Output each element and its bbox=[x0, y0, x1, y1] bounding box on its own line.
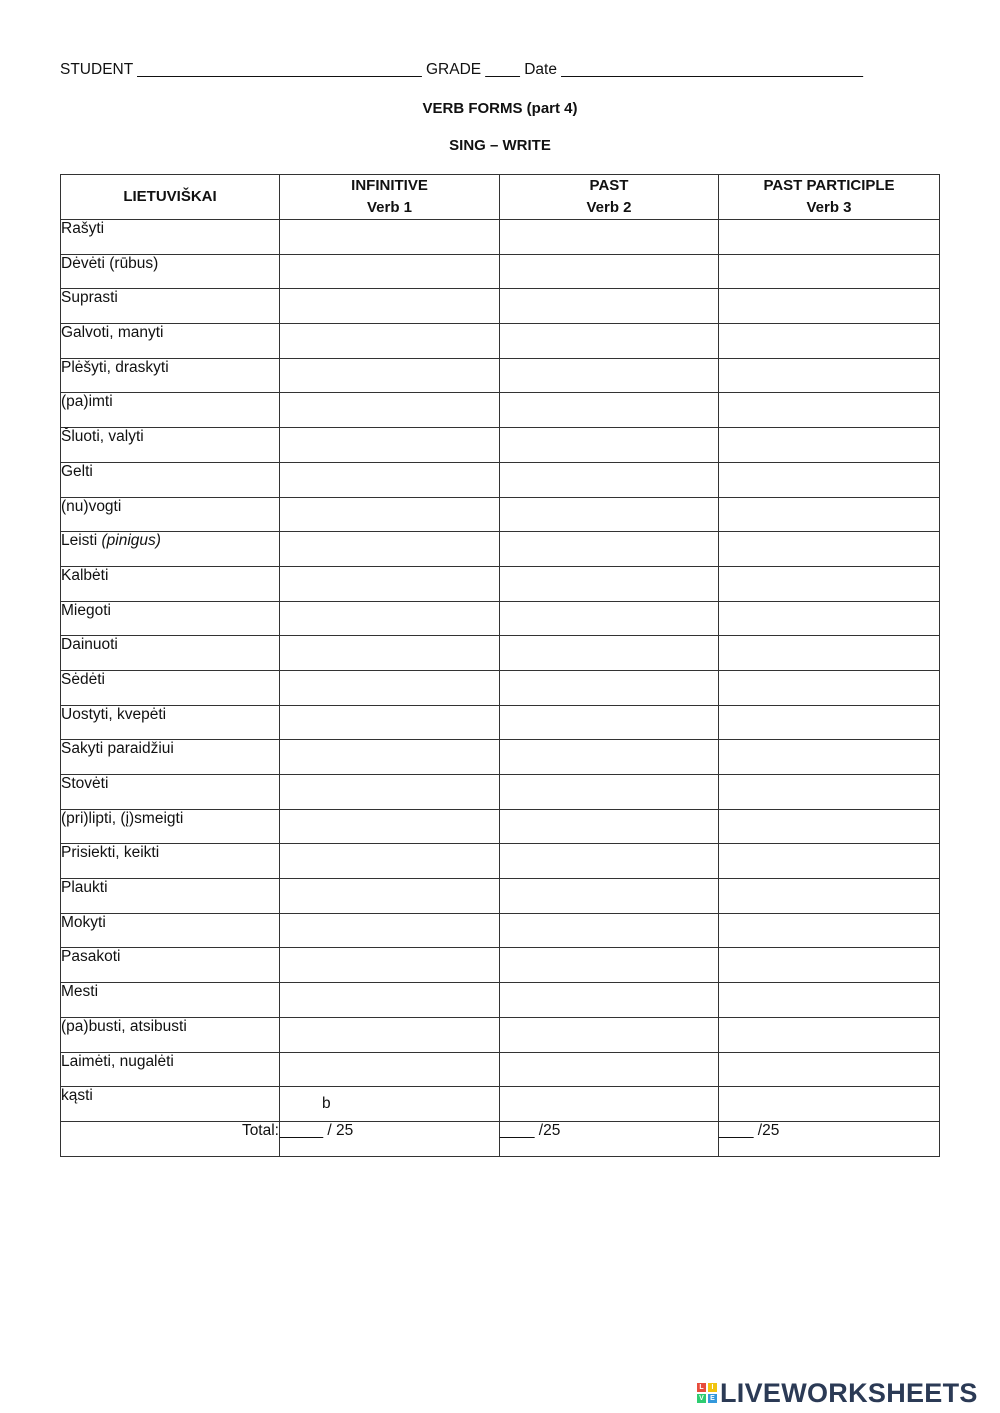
answer-input-verb3[interactable] bbox=[719, 289, 939, 323]
lithuanian-verb: Mokyti bbox=[61, 913, 106, 931]
answer-cell-verb3 bbox=[719, 497, 940, 532]
lithuanian-verb-cell bbox=[61, 393, 280, 428]
answer-cell-verb3 bbox=[719, 1087, 940, 1122]
lithuanian-verb-cell bbox=[61, 1052, 280, 1087]
answer-cell-verb1 bbox=[280, 948, 500, 983]
lithuanian-verb: Kalbėti bbox=[61, 566, 109, 584]
lithuanian-verb-cell bbox=[61, 254, 280, 289]
answer-input-verb3[interactable] bbox=[719, 983, 939, 1017]
lithuanian-verb-cell bbox=[61, 566, 280, 601]
answer-cell-verb2 bbox=[500, 254, 719, 289]
lithuanian-verb-cell bbox=[61, 532, 280, 567]
answer-cell-verb3 bbox=[719, 428, 940, 463]
answer-cell-verb2 bbox=[500, 393, 719, 428]
lithuanian-verb-cell bbox=[61, 324, 280, 359]
answer-cell-verb3 bbox=[719, 879, 940, 914]
answer-cell-verb2 bbox=[500, 844, 719, 879]
table-row bbox=[61, 601, 940, 636]
answer-input-verb3[interactable] bbox=[719, 810, 939, 844]
answer-cell-verb2 bbox=[500, 601, 719, 636]
liveworksheets-logo bbox=[697, 1379, 978, 1407]
answer-cell-verb3 bbox=[719, 566, 940, 601]
answer-cell-verb2 bbox=[500, 1017, 719, 1052]
lithuanian-verb: Pasakoti bbox=[61, 948, 121, 966]
answer-input-verb1[interactable] bbox=[280, 602, 499, 636]
verb-forms-table bbox=[60, 174, 940, 1157]
answer-cell-verb1 bbox=[280, 740, 500, 775]
answer-cell-verb3 bbox=[719, 844, 940, 879]
total-verb1: _____ / 25 bbox=[280, 1121, 500, 1156]
answer-cell-verb3 bbox=[719, 775, 940, 810]
answer-cell-verb2 bbox=[500, 497, 719, 532]
answer-input-verb2[interactable] bbox=[500, 1018, 718, 1052]
total-verb3: ____ /25 bbox=[719, 1121, 940, 1156]
answer-input-verb3[interactable] bbox=[719, 636, 939, 670]
answer-input-verb3[interactable] bbox=[719, 220, 939, 254]
answer-input-verb2[interactable] bbox=[500, 359, 718, 393]
answer-cell-verb1 bbox=[280, 254, 500, 289]
answer-cell-verb3 bbox=[719, 740, 940, 775]
answer-cell-verb1 bbox=[280, 289, 500, 324]
answer-input-verb1[interactable] bbox=[280, 220, 499, 254]
table-row bbox=[61, 809, 940, 844]
answer-cell-verb1 bbox=[280, 775, 500, 810]
answer-input-verb1[interactable] bbox=[280, 775, 499, 809]
lithuanian-verb-cell bbox=[61, 636, 280, 671]
answer-cell-verb1 bbox=[280, 601, 500, 636]
answer-input-verb2[interactable] bbox=[500, 844, 718, 878]
lithuanian-verb-cell bbox=[61, 601, 280, 636]
table-row bbox=[61, 983, 940, 1018]
answer-input-verb1[interactable] bbox=[280, 393, 499, 427]
answer-cell-verb3 bbox=[719, 254, 940, 289]
answer-cell-verb3 bbox=[719, 532, 940, 567]
answer-cell-verb2 bbox=[500, 913, 719, 948]
answer-input-verb2[interactable] bbox=[500, 324, 718, 358]
answer-cell-verb3 bbox=[719, 1017, 940, 1052]
table-row bbox=[61, 220, 940, 255]
table-row bbox=[61, 844, 940, 879]
answer-cell-verb1 bbox=[280, 393, 500, 428]
lithuanian-verb: (nu)vogti bbox=[61, 497, 122, 515]
answer-cell-verb3 bbox=[719, 462, 940, 497]
answer-cell-verb3 bbox=[719, 670, 940, 705]
answer-input-verb3[interactable] bbox=[719, 602, 939, 636]
answer-cell-verb1 bbox=[280, 462, 500, 497]
table-row bbox=[61, 254, 940, 289]
answer-cell-verb2 bbox=[500, 462, 719, 497]
answer-cell-verb3 bbox=[719, 705, 940, 740]
answer-input-verb3[interactable] bbox=[719, 1087, 939, 1121]
table-row bbox=[61, 358, 940, 393]
table-row bbox=[61, 636, 940, 671]
answer-cell-verb3 bbox=[719, 601, 940, 636]
table-row bbox=[61, 670, 940, 705]
answer-input-verb2[interactable] bbox=[500, 740, 718, 774]
answer-input-verb1[interactable] bbox=[280, 810, 499, 844]
total-verb2: ____ /25 bbox=[500, 1121, 719, 1156]
table-row bbox=[61, 462, 940, 497]
answer-input-verb3[interactable] bbox=[719, 879, 939, 913]
answer-cell-verb2 bbox=[500, 358, 719, 393]
answer-cell-verb1 bbox=[280, 220, 500, 255]
answer-input-verb1[interactable] bbox=[280, 1018, 499, 1052]
answer-cell-verb1 bbox=[280, 1052, 500, 1087]
answer-cell-verb1 bbox=[280, 705, 500, 740]
lithuanian-verb: Plaukti bbox=[61, 879, 108, 897]
answer-input-verb2[interactable] bbox=[500, 914, 718, 948]
answer-input-verb2[interactable] bbox=[500, 1087, 718, 1121]
answer-cell-verb2 bbox=[500, 809, 719, 844]
page-subtitle: SING – WRITE bbox=[449, 137, 551, 154]
lithuanian-verb: Stovėti bbox=[61, 775, 109, 792]
answer-input-verb2[interactable] bbox=[500, 706, 718, 740]
answer-input-verb3[interactable] bbox=[719, 671, 939, 705]
lithuanian-verb: Uostyti, kvepėti bbox=[61, 705, 167, 723]
answer-input-verb2[interactable] bbox=[500, 602, 718, 636]
answer-input-verb2[interactable] bbox=[500, 810, 718, 844]
answer-input-verb1[interactable] bbox=[280, 636, 499, 670]
answer-cell-verb2 bbox=[500, 566, 719, 601]
answer-input-verb2[interactable] bbox=[500, 220, 718, 254]
lithuanian-verb: Sakyti paraidžiui bbox=[61, 740, 174, 758]
answer-input-verb3[interactable] bbox=[719, 393, 939, 427]
answer-input-verb3[interactable] bbox=[719, 914, 939, 948]
header-infinitive: INFINITIVE Verb 1 bbox=[280, 175, 500, 220]
answer-cell-verb2 bbox=[500, 532, 719, 567]
answer-cell-verb2 bbox=[500, 948, 719, 983]
answer-input-verb2[interactable] bbox=[500, 948, 718, 982]
answer-input-verb1[interactable] bbox=[280, 1053, 499, 1087]
lithuanian-verb-cell bbox=[61, 740, 280, 775]
lithuanian-verb: Dainuoti bbox=[61, 636, 118, 654]
answer-input-verb3[interactable] bbox=[719, 255, 939, 289]
answer-input-verb2[interactable] bbox=[500, 428, 718, 462]
answer-cell-verb1 bbox=[280, 983, 500, 1018]
liveworksheets-logo-text: LIVEWORKSHEETS bbox=[720, 1377, 978, 1408]
lithuanian-verb-cell bbox=[61, 948, 280, 983]
table-row bbox=[61, 775, 940, 810]
answer-input-verb2[interactable] bbox=[500, 775, 718, 809]
table-row bbox=[61, 1017, 940, 1052]
answer-input-verb1[interactable] bbox=[280, 671, 499, 705]
table-header-row bbox=[61, 175, 940, 220]
answer-cell-verb3 bbox=[719, 913, 940, 948]
answer-cell-verb3 bbox=[719, 1052, 940, 1087]
answer-input-verb3[interactable] bbox=[719, 1018, 939, 1052]
table-row bbox=[61, 497, 940, 532]
answer-cell-verb1 bbox=[280, 844, 500, 879]
answer-input-verb3[interactable] bbox=[719, 428, 939, 462]
answer-cell-verb1 bbox=[280, 1017, 500, 1052]
answer-cell-verb1 bbox=[280, 809, 500, 844]
answer-input-verb3[interactable] bbox=[719, 948, 939, 982]
lithuanian-verb-cell bbox=[61, 983, 280, 1018]
lithuanian-verb: Galvoti, manyti bbox=[61, 324, 164, 342]
answer-input-verb2[interactable] bbox=[500, 255, 718, 289]
answer-cell-verb2 bbox=[500, 220, 719, 255]
answer-input-verb1[interactable] bbox=[280, 983, 499, 1017]
answer-input-verb3[interactable] bbox=[719, 706, 939, 740]
answer-input-verb3[interactable] bbox=[719, 498, 939, 532]
answer-cell-verb3 bbox=[719, 636, 940, 671]
answer-input-verb2[interactable] bbox=[500, 1053, 718, 1087]
answer-cell-verb2 bbox=[500, 636, 719, 671]
lithuanian-verb-cell bbox=[61, 670, 280, 705]
answer-input-verb2[interactable] bbox=[500, 532, 718, 566]
answer-input-verb2[interactable] bbox=[500, 393, 718, 427]
lithuanian-verb-cell bbox=[61, 809, 280, 844]
lithuanian-verb-cell bbox=[61, 289, 280, 324]
answer-cell-verb2 bbox=[500, 289, 719, 324]
answer-input-verb1[interactable] bbox=[280, 740, 499, 774]
lithuanian-verb: Prisiekti, keikti bbox=[61, 844, 160, 862]
answer-cell-verb3 bbox=[719, 948, 940, 983]
student-info-line: STUDENT _________________________________ GRADE ____ Date ___________________________________ bbox=[60, 61, 863, 78]
answer-input-verb3[interactable] bbox=[719, 324, 939, 358]
table-row bbox=[61, 428, 940, 463]
answer-input-verb1[interactable] bbox=[280, 498, 499, 532]
answer-cell-verb2 bbox=[500, 740, 719, 775]
lithuanian-verb: Šluoti, valyti bbox=[61, 428, 144, 446]
answer-input-verb3[interactable] bbox=[719, 775, 939, 809]
table-row bbox=[61, 913, 940, 948]
lithuanian-verb: Mesti bbox=[61, 983, 99, 1001]
total-label: Total: bbox=[61, 1121, 280, 1156]
answer-input-verb1[interactable] bbox=[280, 706, 499, 740]
answer-cell-verb2 bbox=[500, 879, 719, 914]
answer-input-verb1[interactable] bbox=[280, 948, 499, 982]
answer-cell-verb1 bbox=[280, 566, 500, 601]
answer-cell-verb1 bbox=[280, 1087, 500, 1122]
table-row bbox=[61, 532, 940, 567]
answer-cell-verb2 bbox=[500, 983, 719, 1018]
lithuanian-verb: Laimėti, nugalėti bbox=[61, 1052, 174, 1070]
total-row bbox=[61, 1121, 940, 1156]
lithuanian-verb: (pa)imti bbox=[61, 393, 113, 411]
answer-input-verb1[interactable] bbox=[280, 879, 499, 913]
answer-cell-verb1 bbox=[280, 636, 500, 671]
lithuanian-verb-cell bbox=[61, 428, 280, 463]
answer-cell-verb1 bbox=[280, 532, 500, 567]
liveworksheets-logo-icon: L I V E bbox=[697, 1383, 717, 1403]
answer-input-verb3[interactable] bbox=[719, 359, 939, 393]
lithuanian-verb-cell bbox=[61, 1087, 280, 1122]
answer-input-verb1[interactable] bbox=[280, 844, 499, 878]
answer-input-verb1[interactable] bbox=[280, 324, 499, 358]
answer-cell-verb1 bbox=[280, 670, 500, 705]
lithuanian-verb: Rašyti bbox=[61, 220, 105, 237]
answer-input-verb2[interactable] bbox=[500, 879, 718, 913]
answer-input-verb3[interactable] bbox=[719, 740, 939, 774]
lithuanian-verb: Dėvėti (rūbus) bbox=[61, 254, 159, 272]
answer-cell-verb2 bbox=[500, 428, 719, 463]
lithuanian-verb: Sėdėti bbox=[61, 670, 105, 688]
table-row bbox=[61, 1052, 940, 1087]
lithuanian-verb-cell bbox=[61, 497, 280, 532]
lithuanian-verb-cell bbox=[61, 358, 280, 393]
answer-input-verb3[interactable] bbox=[719, 1053, 939, 1087]
answer-cell-verb2 bbox=[500, 1052, 719, 1087]
answer-input-verb1[interactable] bbox=[280, 1087, 499, 1121]
answer-input-verb1[interactable] bbox=[280, 914, 499, 948]
answer-input-verb2[interactable] bbox=[500, 636, 718, 670]
answer-input-verb1[interactable] bbox=[280, 567, 499, 601]
answer-cell-verb1 bbox=[280, 428, 500, 463]
lithuanian-verb-cell bbox=[61, 462, 280, 497]
answer-cell-verb1 bbox=[280, 324, 500, 359]
answer-cell-verb2 bbox=[500, 670, 719, 705]
answer-cell-verb3 bbox=[719, 289, 940, 324]
answer-input-verb2[interactable] bbox=[500, 463, 718, 497]
answer-cell-verb1 bbox=[280, 913, 500, 948]
answer-input-verb1[interactable] bbox=[280, 289, 499, 323]
lithuanian-verb-cell bbox=[61, 775, 280, 810]
lithuanian-verb: Miegoti bbox=[61, 601, 111, 619]
table-row bbox=[61, 289, 940, 324]
table-row bbox=[61, 1087, 940, 1122]
answer-cell-verb3 bbox=[719, 358, 940, 393]
answer-cell-verb2 bbox=[500, 775, 719, 810]
lithuanian-verb: Leisti bbox=[61, 532, 102, 550]
table-row bbox=[61, 705, 940, 740]
lithuanian-verb-cell bbox=[61, 705, 280, 740]
table-row bbox=[61, 393, 940, 428]
lithuanian-verb-note: (pinigus) bbox=[101, 532, 161, 550]
answer-cell-verb3 bbox=[719, 220, 940, 255]
lithuanian-verb-cell bbox=[61, 844, 280, 879]
answer-input-verb1[interactable] bbox=[280, 255, 499, 289]
lithuanian-verb-cell bbox=[61, 879, 280, 914]
answer-input-verb3[interactable] bbox=[719, 463, 939, 497]
lithuanian-verb: kąsti bbox=[61, 1087, 93, 1105]
answer-input-verb1[interactable] bbox=[280, 532, 499, 566]
answer-input-verb2[interactable] bbox=[500, 498, 718, 532]
answer-input-verb1[interactable] bbox=[280, 428, 499, 462]
answer-input-verb3[interactable] bbox=[719, 532, 939, 566]
answer-cell-verb3 bbox=[719, 324, 940, 359]
header-past-participle: PAST PARTICIPLE Verb 3 bbox=[719, 175, 940, 220]
answer-cell-verb2 bbox=[500, 324, 719, 359]
table-row bbox=[61, 566, 940, 601]
lithuanian-verb: Suprasti bbox=[61, 289, 118, 307]
header-past: PAST Verb 2 bbox=[500, 175, 719, 220]
table-row bbox=[61, 948, 940, 983]
answer-cell-verb3 bbox=[719, 809, 940, 844]
lithuanian-verb: (pa)busti, atsibusti bbox=[61, 1017, 187, 1035]
answer-input-verb1[interactable] bbox=[280, 359, 499, 393]
table-row bbox=[61, 740, 940, 775]
answer-input-verb2[interactable] bbox=[500, 983, 718, 1017]
header-lietuviskai: LIETUVIŠKAI bbox=[61, 175, 280, 220]
lithuanian-verb-cell bbox=[61, 913, 280, 948]
lithuanian-verb: Gelti bbox=[61, 462, 93, 480]
answer-cell-verb1 bbox=[280, 358, 500, 393]
table-row bbox=[61, 879, 940, 914]
answer-cell-verb2 bbox=[500, 705, 719, 740]
answer-input-verb2[interactable] bbox=[500, 289, 718, 323]
answer-input-verb3[interactable] bbox=[719, 567, 939, 601]
lithuanian-verb: Plėšyti, draskyti bbox=[61, 358, 169, 376]
answer-input-verb2[interactable] bbox=[500, 567, 718, 601]
answer-cell-verb2 bbox=[500, 1087, 719, 1122]
table-row bbox=[61, 324, 940, 359]
answer-input-verb1[interactable] bbox=[280, 463, 499, 497]
answer-cell-verb1 bbox=[280, 497, 500, 532]
answer-cell-verb1 bbox=[280, 879, 500, 914]
answer-cell-verb3 bbox=[719, 393, 940, 428]
answer-input-verb3[interactable] bbox=[719, 844, 939, 878]
lithuanian-verb-cell bbox=[61, 220, 280, 255]
answer-input-verb2[interactable] bbox=[500, 671, 718, 705]
lithuanian-verb: (pri)lipti, (į)smeigti bbox=[61, 809, 184, 827]
lithuanian-verb-cell bbox=[61, 1017, 280, 1052]
page-title: VERB FORMS (part 4) bbox=[422, 100, 578, 117]
answer-cell-verb3 bbox=[719, 983, 940, 1018]
